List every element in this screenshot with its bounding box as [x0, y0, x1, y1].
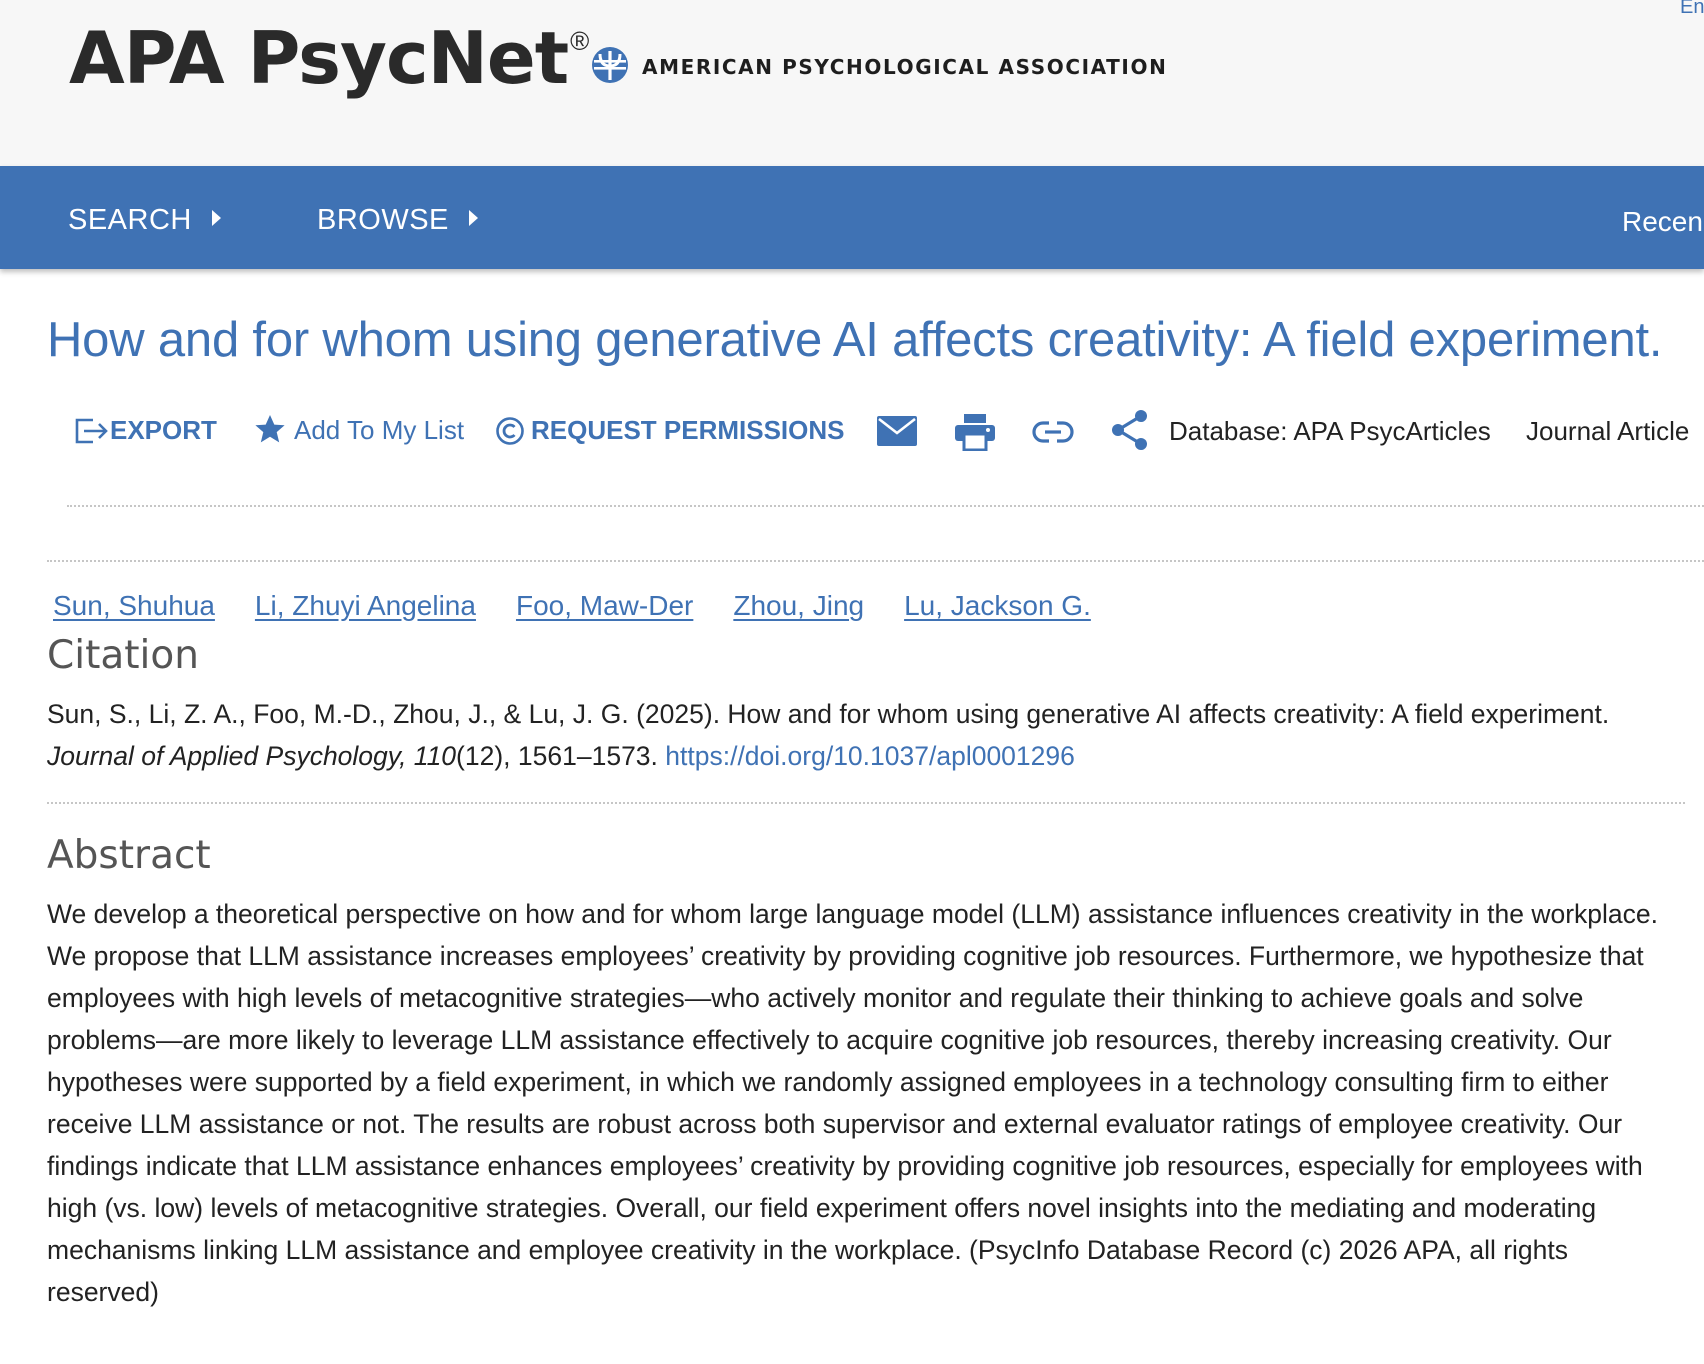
email-button[interactable]	[876, 415, 918, 447]
author-link[interactable]: Foo, Maw-Der	[515, 590, 694, 621]
export-button[interactable]	[74, 415, 217, 446]
author-link[interactable]: Sun, Shuhua	[53, 590, 215, 621]
divider	[67, 505, 1704, 507]
email-icon	[876, 415, 918, 447]
nav-search-label: SEARCH	[68, 204, 192, 236]
share-button[interactable]	[1110, 409, 1150, 451]
citation-text	[47, 693, 1667, 777]
citation-authors-title: Sun, S., Li, Z. A., Foo, M.-D., Zhou, J., & Lu, J. G. (2025). How and for whom using generative AI affects creativity: A field experiment.	[47, 699, 1610, 729]
nav-search[interactable]	[68, 204, 221, 237]
nav-recent[interactable]: Recen	[1622, 206, 1703, 237]
organization-name[interactable]: AMERICAN PSYCHOLOGICAL ASSOCIATION	[642, 55, 1168, 79]
abstract-heading: Abstract	[47, 833, 211, 878]
page-title: How and for whom using generative AI affects creativity: A field experiment.	[47, 313, 1663, 367]
site-header	[0, 0, 1704, 166]
print-button[interactable]	[954, 413, 996, 451]
author-link[interactable]: Li, Zhuyi Angelina	[254, 590, 476, 621]
citation-heading: Citation	[47, 633, 199, 678]
apa-psi-logo[interactable]	[590, 45, 630, 85]
nav-browse-label: BROWSE	[317, 204, 449, 236]
print-icon	[954, 413, 996, 451]
article-toolbar	[0, 405, 1704, 465]
caret-right-icon	[469, 210, 478, 226]
link-icon	[1032, 419, 1074, 445]
database-label: Database: APA PsycArticles	[1169, 416, 1491, 446]
citation-issue-pages: (12), 1561–1573.	[456, 741, 666, 771]
export-label: EXPORT	[110, 415, 217, 445]
copy-link-button[interactable]	[1032, 419, 1074, 445]
abstract-text: We develop a theoretical perspective on how and for whom large language model (LLM) assistance influences creativity in the workplace. We propose that LLM assistance increases employees’ creativity by providing cognitive job resources. Furthermore, we hypothesize that employees with high levels of metacognitive strategies—who actively monitor and regulate their thinking to achieve goals and solve problems—are more likely to leverage LLM assistance effectively to acquire cognitive job resources, thereby increasing creativity. Our hypotheses were supported by a field experiment, in which we randomly assigned employees in a technology consulting firm to either receive LLM assistance or not. The results are robust across both supervisor and external evaluator ratings of employee creativity. Our findings indicate that LLM assistance enhances employees’ creativity by providing cognitive job resources, especially for employees with high (vs. low) levels of metacognitive strategies. Overall, our field experiment offers novel insights into the mediating and moderating mechanisms linking LLM assistance and employee creativity in the workplace. (PsycInfo Database Record (c) 2026 APA, all rights reserved)	[47, 899, 1658, 1307]
main-navigation	[0, 166, 1704, 269]
nav-browse[interactable]	[317, 204, 478, 237]
copyright-icon	[495, 416, 525, 446]
divider	[47, 802, 1685, 804]
caret-right-icon	[212, 210, 221, 226]
publication-type: Journal Article	[1526, 416, 1690, 446]
language-link[interactable]: En	[1680, 0, 1704, 18]
add-to-my-list-button[interactable]	[254, 415, 464, 446]
share-icon	[1110, 409, 1150, 451]
star-icon	[254, 414, 286, 444]
doi-link[interactable]: https://doi.org/10.1037/apl0001296	[665, 741, 1075, 771]
author-link[interactable]: Lu, Jackson G.	[904, 590, 1091, 621]
request-permissions-button[interactable]	[495, 415, 845, 446]
export-icon	[74, 417, 110, 445]
citation-journal: Journal of Applied Psychology, 110	[47, 741, 457, 771]
apa-psycnet-logo[interactable]	[69, 16, 589, 100]
divider	[47, 560, 1704, 562]
brand-name: APA PsycNet	[69, 16, 569, 100]
registered-mark: ®	[570, 26, 589, 56]
author-list	[53, 590, 1091, 622]
add-to-my-list-label: Add To My List	[294, 415, 465, 445]
request-permissions-label: REQUEST PERMISSIONS	[531, 415, 845, 445]
author-link[interactable]: Zhou, Jing	[733, 590, 865, 621]
